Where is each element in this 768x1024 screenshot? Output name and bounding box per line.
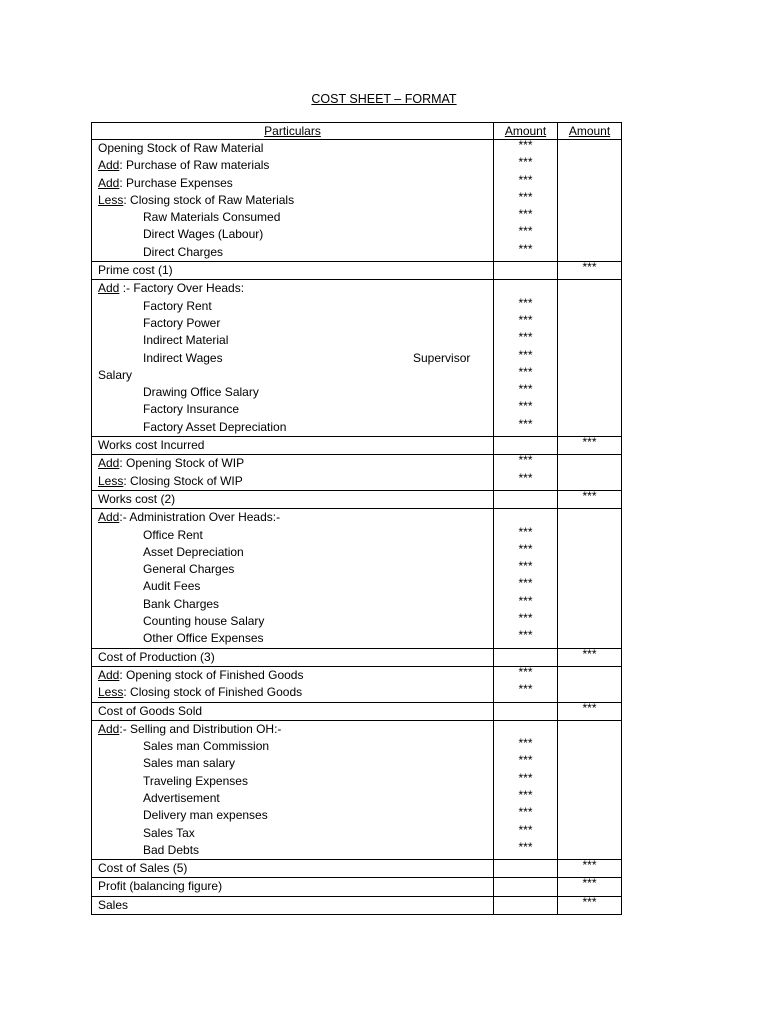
amount-2-value: *** xyxy=(582,894,597,909)
amount-2-cell xyxy=(558,455,622,491)
line-item xyxy=(92,878,493,895)
amount-2-cell xyxy=(558,437,622,455)
line-item xyxy=(92,684,493,701)
particulars-cell xyxy=(92,455,494,491)
line-text: : Closing stock of Raw Materials xyxy=(123,192,295,207)
line-item xyxy=(92,842,493,859)
amount-1-value: *** xyxy=(518,138,533,152)
amount-1-value: *** xyxy=(518,628,533,643)
amount-1-value: *** xyxy=(518,541,533,556)
amount-1-value xyxy=(494,897,557,914)
line-text: Works cost (2) xyxy=(98,491,176,506)
line-text: :- Selling and Distribution OH:- xyxy=(119,721,282,736)
amount-2-value xyxy=(558,140,621,157)
amount-2-value xyxy=(558,157,621,174)
line-prefix: Add xyxy=(98,721,120,736)
amount-1-cell xyxy=(494,878,558,896)
line-text: Sales Tax xyxy=(143,825,195,840)
line-text: Drawing Office Salary xyxy=(143,385,259,400)
amount-2-value xyxy=(558,667,621,684)
cost-sheet-table xyxy=(91,122,622,915)
amount-2-value: *** xyxy=(582,646,597,661)
amount-2-value xyxy=(558,738,621,755)
amount-1-value xyxy=(494,262,557,279)
section-row xyxy=(92,437,622,455)
line-item xyxy=(92,544,493,561)
line-text: : Closing Stock of WIP xyxy=(123,473,243,488)
line-item xyxy=(92,401,493,418)
amount-2-value xyxy=(558,561,621,578)
particulars-cell xyxy=(92,702,494,720)
line-item xyxy=(92,721,493,738)
line-text: Asset Depreciation xyxy=(143,544,244,559)
line-item xyxy=(92,491,493,508)
amount-1-value: *** xyxy=(518,207,533,222)
line-text: Opening Stock of Raw Material xyxy=(98,141,264,155)
section-row xyxy=(92,878,622,896)
amount-1-value: *** xyxy=(518,224,533,239)
amount-2-value xyxy=(558,455,621,472)
amount-1-value: *** xyxy=(518,664,533,679)
amount-1-value: *** xyxy=(518,682,533,697)
line-text: Factory Insurance xyxy=(143,402,240,417)
amount-2-value: *** xyxy=(582,260,597,275)
amount-2-cell xyxy=(558,140,622,262)
amount-2-value xyxy=(558,419,621,436)
amount-1-cell xyxy=(494,860,558,878)
amount-2-value xyxy=(558,527,621,544)
amount-1-cell xyxy=(494,262,558,280)
line-item xyxy=(92,649,493,666)
amount-2-cell xyxy=(558,648,622,666)
amount-1-value: *** xyxy=(518,576,533,591)
amount-2-cell xyxy=(558,720,622,859)
header-row xyxy=(92,123,622,140)
line-text: :- Administration Over Heads:- xyxy=(119,510,281,525)
section-row xyxy=(92,140,622,262)
line-text: Advertisement xyxy=(143,790,220,805)
particulars-cell xyxy=(92,437,494,455)
amount-2-cell xyxy=(558,666,622,702)
amount-1-value: *** xyxy=(518,805,533,820)
line-item xyxy=(92,367,493,384)
amount-1-cell xyxy=(494,896,558,914)
amount-1-value: *** xyxy=(518,753,533,768)
amount-1-value: *** xyxy=(518,312,533,327)
amount-1-cell xyxy=(494,702,558,720)
amount-2-value xyxy=(558,807,621,824)
amount-1-value xyxy=(494,703,557,720)
amount-1-value xyxy=(494,878,557,895)
line-item xyxy=(92,790,493,807)
line-text: Other Office Expenses xyxy=(143,631,264,646)
line-item xyxy=(92,561,493,578)
line-text: Audit Fees xyxy=(143,579,201,594)
line-text: : Opening stock of Finished Goods xyxy=(119,667,304,682)
line-item xyxy=(92,332,493,349)
particulars-cell xyxy=(92,878,494,896)
amount-2-value xyxy=(558,401,621,418)
particulars-cell xyxy=(92,860,494,878)
amount-1-cell xyxy=(494,720,558,859)
amount-1-cell xyxy=(494,490,558,508)
amount-2-value xyxy=(558,825,621,842)
amount-1-value: *** xyxy=(518,593,533,608)
amount-1-cell xyxy=(494,437,558,455)
amount-2-cell xyxy=(558,490,622,508)
amount-1-value: *** xyxy=(518,770,533,785)
amount-1-value: *** xyxy=(518,787,533,802)
cost-sheet-body xyxy=(92,140,622,915)
line-prefix: Less xyxy=(98,192,124,207)
particulars-cell xyxy=(92,140,494,262)
section-row xyxy=(92,509,622,648)
line-item xyxy=(92,825,493,842)
particulars-cell xyxy=(92,490,494,508)
amount-2-value xyxy=(558,473,621,490)
line-item xyxy=(92,157,493,174)
line-text: Cost of Production (3) xyxy=(98,649,215,664)
section-row xyxy=(92,702,622,720)
amount-2-value xyxy=(558,684,621,701)
particulars-cell xyxy=(92,666,494,702)
line-prefix: Add xyxy=(98,456,120,471)
line-item xyxy=(92,280,493,297)
line-item xyxy=(92,244,493,261)
line-text: : Opening Stock of WIP xyxy=(119,456,245,471)
amount-2-cell xyxy=(558,262,622,280)
amount-1-cell xyxy=(494,455,558,491)
section-row xyxy=(92,490,622,508)
amount-1-value: *** xyxy=(518,382,533,397)
amount-2-value xyxy=(558,209,621,226)
line-text: Prime cost (1) xyxy=(98,263,173,278)
page-title: COST SHEET – FORMAT xyxy=(311,92,457,106)
amount-2-cell xyxy=(558,860,622,878)
line-item xyxy=(92,437,493,454)
line-text: Indirect Material xyxy=(143,333,229,348)
amount-1-value: *** xyxy=(518,416,533,431)
line-item xyxy=(92,140,493,157)
amount-1-value xyxy=(494,437,557,454)
amount-2-value xyxy=(558,280,621,297)
line-item xyxy=(92,209,493,226)
line-item xyxy=(92,703,493,720)
line-text: : Closing stock of Finished Goods xyxy=(123,685,303,700)
amount-2-cell xyxy=(558,878,622,896)
line-text: Salary xyxy=(98,367,133,382)
line-note: Supervisor xyxy=(413,350,471,365)
amount-1-value xyxy=(494,491,557,508)
line-text: General Charges xyxy=(143,562,235,577)
amount-2-value xyxy=(558,315,621,332)
amount-2-value xyxy=(558,226,621,243)
amount-2-value xyxy=(558,384,621,401)
line-text: Counting house Salary xyxy=(143,614,265,629)
header-amount-1: Amount xyxy=(494,123,558,140)
line-text: Traveling Expenses xyxy=(143,773,248,788)
line-prefix: Add xyxy=(98,158,120,173)
line-item xyxy=(92,192,493,209)
amount-1-value xyxy=(494,649,557,666)
line-text: Factory Rent xyxy=(143,298,212,313)
amount-2-cell xyxy=(558,896,622,914)
line-item xyxy=(92,298,493,315)
particulars-cell xyxy=(92,509,494,648)
section-row xyxy=(92,896,622,914)
line-prefix: Add xyxy=(98,281,120,296)
line-item xyxy=(92,613,493,630)
line-item xyxy=(92,755,493,772)
amount-1-value: *** xyxy=(518,155,533,170)
line-text: Delivery man expenses xyxy=(143,808,268,823)
particulars-cell xyxy=(92,896,494,914)
line-text: Raw Materials Consumed xyxy=(143,210,281,225)
particulars-cell xyxy=(92,720,494,859)
line-item xyxy=(92,175,493,192)
line-text: Direct Wages (Labour) xyxy=(143,227,264,242)
header-particulars: Particulars xyxy=(92,123,494,140)
line-prefix: Less xyxy=(98,685,124,700)
line-item xyxy=(92,630,493,647)
section-row xyxy=(92,262,622,280)
particulars-cell xyxy=(92,262,494,280)
particulars-cell xyxy=(92,280,494,437)
line-text: Factory Asset Depreciation xyxy=(143,419,287,434)
amount-2-cell xyxy=(558,702,622,720)
line-item xyxy=(92,860,493,877)
line-text: Direct Charges xyxy=(143,244,224,259)
amount-2-value xyxy=(558,367,621,384)
amount-2-value: *** xyxy=(582,876,597,891)
particulars-cell xyxy=(92,648,494,666)
amount-1-cell xyxy=(494,140,558,262)
section-row xyxy=(92,860,622,878)
line-text: Works cost Incurred xyxy=(98,438,205,453)
line-item xyxy=(92,350,493,367)
amount-1-value: *** xyxy=(518,839,533,854)
amount-1-value: *** xyxy=(518,189,533,204)
amount-2-value xyxy=(558,175,621,192)
amount-1-value xyxy=(494,860,557,877)
line-text: : Purchase Expenses xyxy=(119,175,233,190)
amount-1-value: *** xyxy=(518,453,533,468)
line-item xyxy=(92,578,493,595)
line-item xyxy=(92,509,493,526)
line-text: Factory Power xyxy=(143,315,221,330)
line-item xyxy=(92,455,493,472)
amount-2-value: *** xyxy=(582,435,597,450)
amount-2-value xyxy=(558,630,621,647)
amount-2-value xyxy=(558,721,621,738)
amount-2-value xyxy=(558,244,621,261)
amount-2-value xyxy=(558,842,621,859)
amount-2-value xyxy=(558,544,621,561)
amount-2-value xyxy=(558,298,621,315)
line-text: Sales man Commission xyxy=(143,739,270,754)
amount-2-value xyxy=(558,509,621,526)
line-text: Office Rent xyxy=(143,527,203,542)
amount-1-value: *** xyxy=(518,172,533,187)
amount-1-value: *** xyxy=(518,470,533,485)
line-text: Cost of Goods Sold xyxy=(98,703,203,718)
amount-1-value: *** xyxy=(518,330,533,345)
line-item xyxy=(92,473,493,490)
section-row xyxy=(92,720,622,859)
amount-1-value: *** xyxy=(518,295,533,310)
line-item xyxy=(92,773,493,790)
amount-1-value: *** xyxy=(518,364,533,379)
amount-2-value: *** xyxy=(582,488,597,503)
line-prefix: Add xyxy=(98,510,120,525)
section-row xyxy=(92,280,622,437)
amount-2-value xyxy=(558,596,621,613)
amount-2-value xyxy=(558,613,621,630)
amount-1-cell xyxy=(494,280,558,437)
line-item xyxy=(92,226,493,243)
line-item xyxy=(92,897,493,914)
amount-1-value: *** xyxy=(518,559,533,574)
line-text: Bank Charges xyxy=(143,596,220,611)
amount-2-value xyxy=(558,192,621,209)
line-item xyxy=(92,315,493,332)
amount-1-value: *** xyxy=(518,822,533,837)
line-text: Indirect Wages xyxy=(143,350,223,365)
section-row xyxy=(92,666,622,702)
line-item xyxy=(92,419,493,436)
amount-2-value xyxy=(558,350,621,367)
amount-2-cell xyxy=(558,280,622,437)
line-item xyxy=(92,807,493,824)
amount-1-cell xyxy=(494,648,558,666)
line-text: :- Factory Over Heads: xyxy=(119,281,245,296)
line-text: Sales man salary xyxy=(143,756,236,771)
line-item xyxy=(92,667,493,684)
amount-2-value xyxy=(558,332,621,349)
line-item xyxy=(92,738,493,755)
line-text: Profit (balancing figure) xyxy=(98,879,223,894)
amount-1-value xyxy=(494,509,557,526)
line-text: Bad Debts xyxy=(143,842,200,857)
line-item xyxy=(92,384,493,401)
line-item xyxy=(92,596,493,613)
amount-2-cell xyxy=(558,509,622,648)
line-item xyxy=(92,262,493,279)
section-row xyxy=(92,455,622,491)
amount-2-value xyxy=(558,755,621,772)
header-amount-2: Amount xyxy=(558,123,622,140)
amount-1-value: *** xyxy=(518,399,533,414)
line-prefix: Add xyxy=(98,667,120,682)
line-text: : Purchase of Raw materials xyxy=(119,158,270,173)
line-text: Sales xyxy=(98,897,129,912)
amount-1-cell xyxy=(494,509,558,648)
line-text: Cost of Sales (5) xyxy=(98,861,188,876)
amount-1-value: *** xyxy=(518,241,533,256)
amount-1-cell xyxy=(494,666,558,702)
amount-1-value: *** xyxy=(518,347,533,362)
amount-1-value: *** xyxy=(518,524,533,539)
amount-2-value xyxy=(558,773,621,790)
amount-2-value: *** xyxy=(582,858,597,873)
amount-2-value: *** xyxy=(582,700,597,715)
line-item xyxy=(92,527,493,544)
line-prefix: Add xyxy=(98,175,120,190)
amount-2-value xyxy=(558,790,621,807)
line-prefix: Less xyxy=(98,473,124,488)
section-row xyxy=(92,648,622,666)
amount-1-value: *** xyxy=(518,611,533,626)
amount-2-value xyxy=(558,578,621,595)
amount-1-value: *** xyxy=(518,736,533,751)
